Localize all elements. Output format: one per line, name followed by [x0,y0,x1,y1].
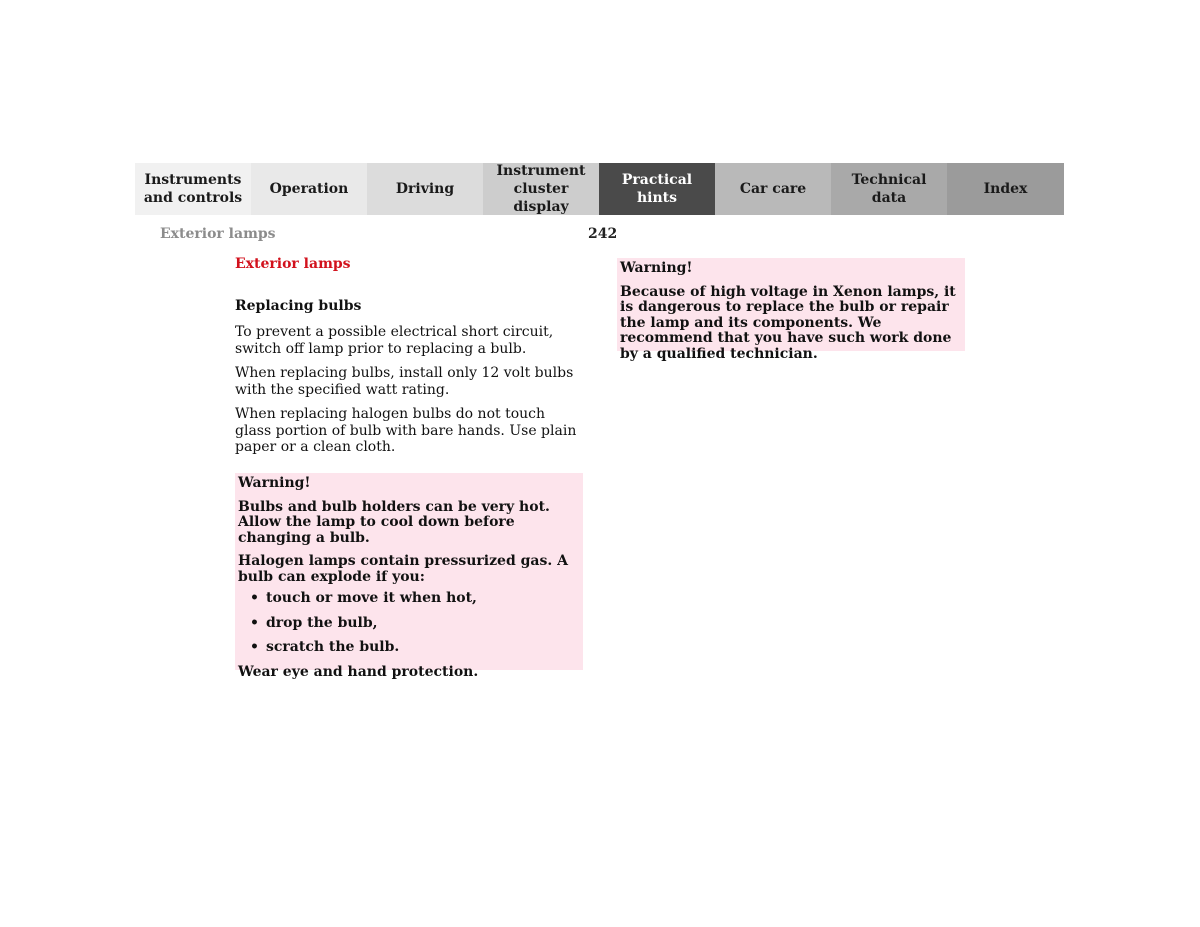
bullet-icon: • [250,614,259,631]
warning-box-hot-bulbs [235,473,583,680]
tab-label-line1: Technical [851,172,927,188]
warning-closing: Wear eye and hand protection. [238,663,479,680]
tab-practical-hints[interactable] [599,163,715,215]
tab-index[interactable] [947,163,1064,215]
warning-box-xenon [617,258,965,362]
paragraph: When replacing bulbs, install only 12 volt bulbs with the specified watt rating. [235,365,574,398]
tab-label-line1: Instrument [496,163,586,179]
warning-text: Bulbs and bulb holders can be very hot. Allow the lamp to cool down before changing a bulb. [238,498,550,546]
list-item [238,616,580,632]
warning-title: Warning! [620,260,693,276]
tab-technical-data[interactable] [831,163,947,215]
tab-instruments-and-controls[interactable] [135,163,251,215]
list-item-text: scratch the bulb. [266,639,400,655]
warning-text: Because of high voltage in Xenon lamps, it is dangerous to replace the bulb or repair the lamp and its components. We recommend that you have such work done by a qualified technician. [620,283,956,362]
tab-label-line2: and controls [143,190,243,206]
main-column [235,256,585,456]
tab-driving[interactable] [367,163,483,215]
warning-text: Halogen lamps contain pressurized gas. A bulb can explode if you: [238,553,568,585]
page-title: Exterior lamps [235,256,351,272]
tab-label-line1: Instruments [144,172,242,188]
tab-operation[interactable] [251,163,367,215]
bullet-icon: • [250,639,259,655]
tab-instrument-cluster-display[interactable] [483,163,599,215]
list-item-text: touch or move it when hot, [266,590,477,606]
chapter-tabs [135,163,1064,215]
bullet-icon: • [250,590,259,606]
tab-label: Practical hints [621,172,693,206]
section-header: Exterior lamps [160,226,276,242]
warning-title: Warning! [238,475,311,491]
list-item [238,591,580,607]
paragraph: When replacing halogen bulbs do not touch glass portion of bulb with bare hands. Use plain paper or a clean cloth. [235,406,577,455]
tab-label: Car care [739,181,807,197]
tab-label: Operation [269,181,349,197]
section-subtitle: Replacing bulbs [235,298,362,314]
tab-label-line2: cluster display [513,181,569,215]
list-item-text: drop the bulb, [266,614,378,631]
tab-label-line2: data [871,190,907,206]
tab-label: Driving [395,181,455,197]
warning-list [238,591,580,656]
list-item [238,640,580,656]
tab-label: Index [983,181,1028,197]
page-number: 242 [588,226,618,242]
paragraph: To prevent a possible electrical short circuit, switch off lamp prior to replacing a bulb. [235,324,554,357]
tab-car-care[interactable] [715,163,831,215]
